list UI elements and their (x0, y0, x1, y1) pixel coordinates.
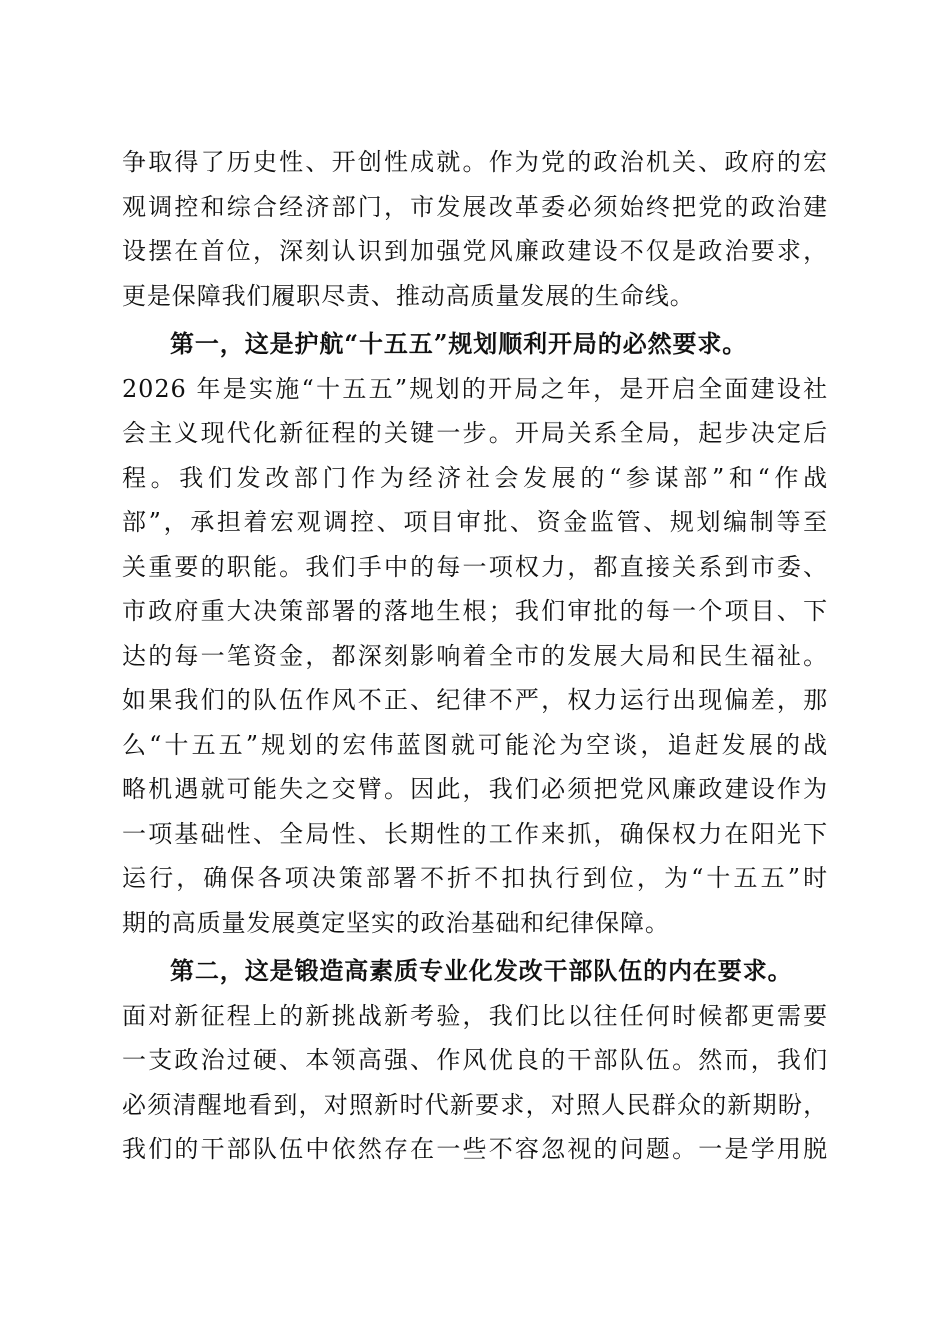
paragraph-line: 必须清醒地看到，对照新时代新要求，对照人民群众的新期盼， (122, 1090, 828, 1119)
paragraph-line: 设摆在首位，深刻认识到加强党风廉政建设不仅是政治要求， (122, 237, 828, 265)
paragraph-line: 市政府重大决策部署的落地生根；我们审批的每一个项目、下 (122, 597, 828, 625)
paragraph-line: 部”，承担着宏观调控、项目审批、资金监管、规划编制等至 (122, 508, 828, 536)
paragraph-line: 关重要的职能。我们手中的每一项权力，都直接关系到市委、 (122, 552, 828, 581)
paragraph-line: 一项基础性、全局性、长期性的工作来抓，确保权力在阳光下 (122, 819, 828, 848)
paragraph-line: 更是保障我们履职尽责、推动高质量发展的生命线。 (122, 281, 695, 310)
paragraph-line: 会主义现代化新征程的关键一步。开局关系全局，起步决定后 (122, 419, 828, 447)
paragraph-line: 期的高质量发展奠定坚实的政治基础和纪律保障。 (122, 908, 670, 937)
paragraph-line: 观调控和综合经济部门，市发展改革委必须始终把党的政治建 (122, 192, 828, 221)
paragraph-line: 面对新征程上的新挑战新考验，我们比以往任何时候都更需要 (122, 1001, 828, 1030)
section-heading-second: 第二，这是锻造高素质专业化发改干部队伍的内在要求。 (170, 956, 793, 985)
paragraph-line: 我们的干部队伍中依然存在一些不容忽视的问题。一是学用脱 (122, 1135, 828, 1163)
paragraph-line: 么“十五五”规划的宏伟蓝图就可能沦为空谈，追赶发展的战 (122, 730, 828, 759)
paragraph-line: 2026 年是实施“十五五”规划的开局之年，是开启全面建设社 (122, 374, 828, 403)
paragraph-line: 一支政治过硬、本领高强、作风优良的干部队伍。然而，我们 (122, 1046, 828, 1074)
paragraph-line: 程。我们发改部门作为经济社会发展的“参谋部”和“作战 (122, 463, 828, 492)
paragraph-line: 如果我们的队伍作风不正、纪律不严，权力运行出现偏差，那 (122, 686, 828, 714)
paragraph-line: 争取得了历史性、开创性成就。作为党的政治机关、政府的宏 (122, 148, 828, 176)
section-heading-first: 第一，这是护航“十五五”规划顺利开局的必然要求。 (170, 329, 748, 358)
document-body (122, 140, 828, 1172)
paragraph-line: 略机遇就可能失之交臂。因此，我们必须把党风廉政建设作为 (122, 775, 828, 803)
paragraph-line: 运行，确保各项决策部署不折不扣执行到位，为“十五五”时 (122, 864, 828, 892)
paragraph-line: 达的每一笔资金，都深刻影响着全市的发展大局和民生福祉。 (122, 641, 828, 670)
